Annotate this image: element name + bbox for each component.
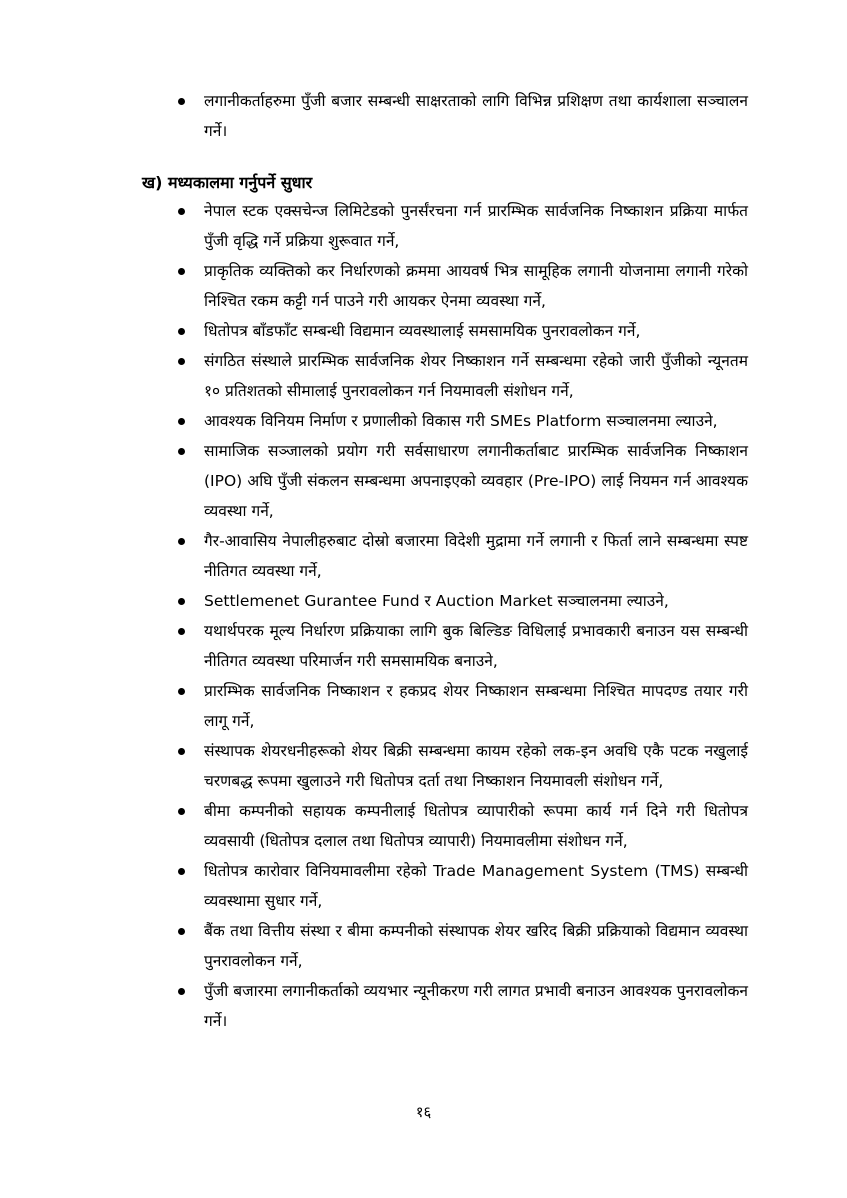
list-item-text: यथार्थपरक मूल्य निर्धारण प्रक्रियाका लागि बुक बिल्डिङ विधिलाई प्रभावकारी बनाउन यस सम्बन्धी नीतिगत व्यवस्था परिमार्जन गरी समसामयिक बनाउने,: [204, 622, 748, 670]
bullet-icon: [178, 268, 185, 275]
list-item: [176, 86, 748, 146]
list-item: [176, 736, 748, 796]
reform-bullet-list: [176, 196, 748, 1036]
list-item-text: धितोपत्र बाँडफाँट सम्बन्धी विद्यमान व्यवस्थालाई समसामयिक पुनरावलोकन गर्ने,: [204, 322, 641, 340]
bullet-icon: [178, 98, 185, 105]
list-item-text: धितोपत्र कारोवार विनियमावलीमा रहेको Trade Management System (TMS) सम्बन्धी व्यवस्थामा सुधार गर्ने,: [204, 862, 748, 910]
bullet-icon: [178, 598, 185, 605]
list-item: [176, 256, 748, 316]
bullet-icon: [178, 748, 185, 755]
top-bullet-list: [176, 86, 748, 146]
list-item: [176, 916, 748, 976]
list-item: [176, 796, 748, 856]
list-item: [176, 316, 748, 346]
list-item: [176, 676, 748, 736]
section-heading: ख) मध्यकालमा गर्नुपर्ने सुधार: [142, 173, 313, 192]
bullet-icon: [178, 988, 185, 995]
bullet-icon: [178, 358, 185, 365]
list-item-text: नेपाल स्टक एक्सचेन्ज लिमिटेडको पुनर्संरचना गर्न प्रारम्भिक सार्वजनिक निष्काशन प्रक्रिया मार्फत पुँजी वृद्धि गर्ने प्रक्रिया शुरूवात गर्ने,: [204, 202, 748, 250]
list-item-text: Settlemenet Gurantee Fund र Auction Market सञ्चालनमा ल्याउने,: [204, 592, 669, 610]
bullet-icon: [178, 328, 185, 335]
bullet-icon: [178, 928, 185, 935]
list-item: [176, 586, 748, 616]
page-number: १६: [415, 1103, 432, 1121]
list-item-text: प्राकृतिक व्यक्तिको कर निर्धारणको क्रममा आयवर्ष भित्र सामूहिक लगानी योजनामा लगानी गरेको निश्चित रकम कट्टी गर्न पाउने गरी आयकर ऐनमा व्यवस्था गर्ने,: [204, 262, 748, 310]
list-item: [176, 436, 748, 526]
list-item-text: पुँजी बजारमा लगानीकर्ताको व्ययभार न्यूनीकरण गरी लागत प्रभावी बनाउन आवश्यक पुनरावलोकन गर्ने।: [204, 982, 748, 1030]
bullet-icon: [178, 418, 185, 425]
list-item-text: संस्थापक शेयरधनीहरूको शेयर बिक्री सम्बन्धमा कायम रहेको लक-इन अवधि एकै पटक नखुलाई चरणबद्ध रूपमा खुलाउने गरी धितोपत्र दर्ता तथा निष्काशन नियमावली संशोधन गर्ने,: [204, 742, 748, 790]
bullet-icon: [178, 688, 185, 695]
bullet-icon: [178, 868, 185, 875]
bullet-icon: [178, 208, 185, 215]
list-item-text: बीमा कम्पनीको सहायक कम्पनीलाई धितोपत्र व्यापारीको रूपमा कार्य गर्न दिने गरी धितोपत्र व्यवसायी (धितोपत्र दलाल तथा धितोपत्र व्यापारी) नियमावलीमा संशोधन गर्ने,: [204, 802, 748, 850]
list-item: [176, 526, 748, 586]
bullet-icon: [178, 448, 185, 455]
list-item: [176, 856, 748, 916]
list-item-text: आवश्यक विनियम निर्माण र प्रणालीको विकास गरी SMEs Platform सञ्चालनमा ल्याउने,: [204, 412, 718, 430]
list-item-text: बैंक तथा वित्तीय संस्था र बीमा कम्पनीको संस्थापक शेयर खरिद बिक्री प्रक्रियाको विद्यमान व्यवस्था पुनरावलोकन गर्ने,: [204, 922, 748, 970]
list-item-text: गैर-आवासिय नेपालीहरुबाट दोस्रो बजारमा विदेशी मुद्रामा गर्ने लगानी र फिर्ता लाने सम्बन्धमा स्पष्ट नीतिगत व्यवस्था गर्ने,: [204, 532, 748, 580]
bullet-icon: [178, 808, 185, 815]
list-item-text: लगानीकर्ताहरुमा पुँजी बजार सम्बन्धी साक्षरताको लागि विभिन्न प्रशिक्षण तथा कार्यशाला सञ्चालन गर्ने।: [204, 92, 748, 140]
bullet-icon: [178, 628, 185, 635]
list-item: [176, 976, 748, 1036]
list-item-text: सामाजिक सञ्जालको प्रयोग गरी सर्वसाधारण लगानीकर्ताबाट प्रारम्भिक सार्वजनिक निष्काशन (IPO) अघि पुँजी संकलन सम्बन्धमा अपनाइएको व्यवहार (Pre-IPO) लाई नियमन गर्न आवश्यक व्यवस्था गर्ने,: [204, 442, 748, 520]
list-item: [176, 346, 748, 406]
list-item: [176, 196, 748, 256]
list-item: [176, 616, 748, 676]
list-item-text: प्रारम्भिक सार्वजनिक निष्काशन र हकप्रद शेयर निष्काशन सम्बन्धमा निश्चित मापदण्ड तयार गरी लागू गर्ने,: [204, 682, 748, 730]
list-item-text: संगठित संस्थाले प्रारम्भिक सार्वजनिक शेयर निष्काशन गर्ने सम्बन्धमा रहेको जारी पुँजीको न्यूनतम १० प्रतिशतको सीमालाई पुनरावलोकन गर्न नियमावली संशोधन गर्ने,: [204, 352, 748, 400]
list-item: [176, 406, 748, 436]
bullet-icon: [178, 538, 185, 545]
